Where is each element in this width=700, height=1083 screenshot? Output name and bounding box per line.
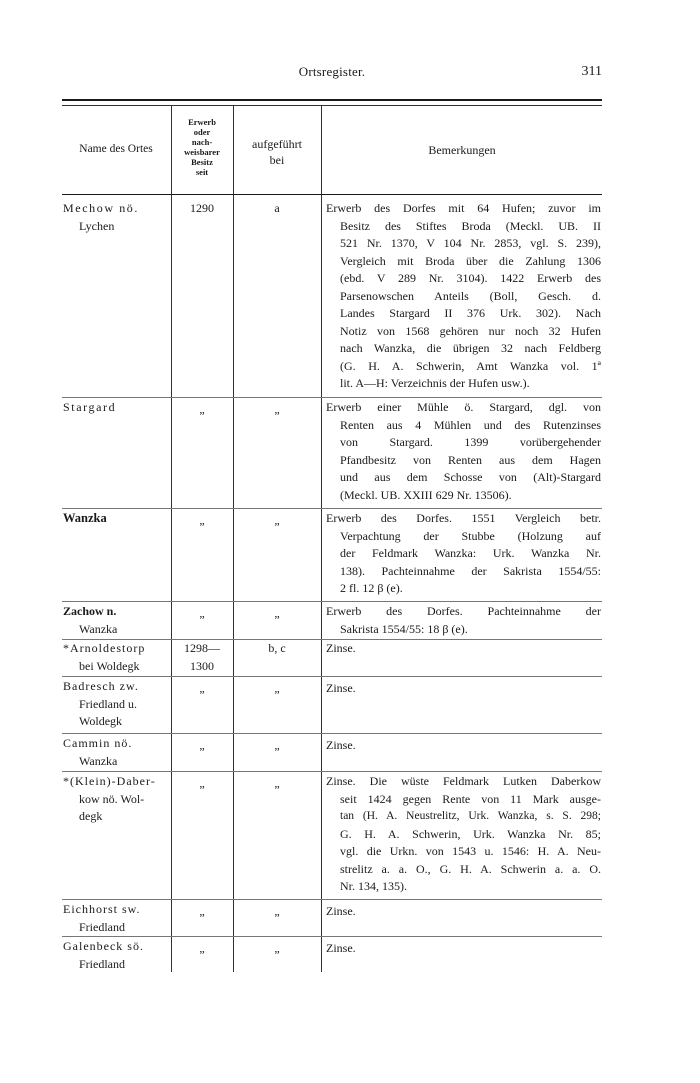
page-header — [62, 64, 602, 84]
column-header-erwerb-line: oder — [193, 127, 211, 137]
acquisition-year: „ — [199, 776, 205, 790]
place-name — [63, 200, 169, 235]
column-rule-1 — [171, 106, 172, 972]
remarks-line: Erwerb des Dorfes. Pachteinnahme der — [326, 604, 601, 618]
remarks-line: Renten aus 4 Mühlen und des Rutenzinses — [340, 417, 601, 432]
place-name — [63, 773, 169, 826]
acquisition-year: „ — [199, 941, 205, 955]
remarks — [326, 940, 601, 958]
place-name-line: kow nö. Wol- — [79, 791, 145, 806]
acquisition-year: „ — [199, 738, 205, 752]
place-name-line: Wanzka — [63, 511, 107, 525]
row-rule — [62, 397, 602, 398]
row-rule — [62, 936, 602, 937]
remarks-line: der Feldmark Wanzka: Urk. Wanzka Nr. — [340, 546, 601, 560]
place-name-line: Friedland u. — [79, 696, 137, 711]
place-name-line: Badresch zw. — [63, 679, 139, 693]
row-rule — [62, 676, 602, 677]
place-name-line: Mechow nö. — [63, 201, 139, 215]
remarks-line: Landes Stargard II 376 Urk. 302). Nach — [340, 306, 601, 320]
place-name-line: degk — [79, 809, 103, 823]
remarks-line: Sakrista 1554/55: 18 β (e). — [340, 621, 468, 636]
remarks-line: Zinse. — [326, 641, 356, 655]
row-rule — [62, 601, 602, 602]
remarks-line: Vergleich mit Broda über die Zahlung 1306 — [340, 253, 601, 268]
place-name — [63, 603, 169, 638]
column-header-name: Name des Ortes — [79, 143, 153, 155]
acquisition-year: „ — [199, 402, 205, 416]
place-name-line: Wanzka — [79, 621, 118, 636]
remarks-line: vgl. die Urkn. von 1543 u. 1546: H. A. Neu- — [340, 844, 601, 858]
remarks-line: lit. A—H: Verzeichnis der Hufen usw.). — [340, 376, 530, 390]
remarks — [326, 399, 601, 504]
acquisition-year-line: 1300 — [190, 658, 214, 673]
listed-at: „ — [274, 941, 280, 955]
place-name-line: Zachow n. — [63, 604, 117, 618]
row-rule — [62, 508, 602, 509]
place-name-line: Friedland — [79, 956, 125, 971]
remarks-line: Zinse. — [326, 904, 356, 918]
remarks-line: 138). Pachteinnahme der Sakrista 1554/55: — [340, 563, 601, 578]
column-header-aufgefuehrt — [234, 136, 320, 168]
remarks-line: G. H. A. Schwerin, Urk. Wanzka Nr. 85; — [340, 826, 601, 841]
column-header-erwerb-line: Besitz — [191, 157, 213, 167]
place-name-line: Stargard — [63, 400, 117, 414]
place-name — [63, 510, 169, 528]
top-rule-thick — [62, 99, 602, 101]
remarks — [326, 773, 601, 896]
column-header-erwerb-line: nach- — [191, 137, 213, 147]
remarks-line: Notiz von 1568 gehören nur noch 32 Hufen — [340, 323, 601, 338]
remarks-line: (ebd. V 289 Nr. 3104). 1422 Erwerb des — [340, 271, 601, 285]
column-header-aufgefuehrt-line: aufgeführt — [252, 137, 302, 151]
remarks — [326, 510, 601, 598]
acquisition-year: „ — [199, 513, 205, 527]
place-name — [63, 938, 169, 973]
remarks-line: (Meckl. UB. XXIII 629 Nr. 13506). — [340, 487, 512, 502]
remarks-line: nach Wanzka, die übrigen 32 nach Feldberg — [340, 341, 601, 355]
remarks-line: Zinse. — [326, 738, 356, 752]
acquisition-year: 1290 — [190, 201, 214, 215]
row-rule — [62, 899, 602, 900]
remarks-line: von Stargard. 1399 vorübergehender — [340, 435, 601, 449]
remarks-line: Erwerb des Dorfes. 1551 Vergleich betr. — [326, 511, 601, 525]
place-name-line: Woldegk — [79, 714, 123, 728]
remarks-line: tan (H. A. Neustrelitz, Urk. Wanzka, s. S. 298; — [340, 810, 601, 822]
place-name-line: Cammin nö. — [63, 736, 133, 750]
page-number: 311 — [581, 64, 602, 79]
column-rule-2 — [233, 106, 234, 972]
column-header-erwerb — [172, 117, 232, 177]
column-header-erwerb-line: seit — [195, 167, 209, 177]
remarks — [326, 200, 601, 393]
remarks-line: seit 1424 gegen Rente von 11 Mark ausge- — [340, 791, 601, 806]
remarks-line: Verpachtung der Stubbe (Holzung auf — [340, 528, 601, 543]
place-name — [63, 640, 169, 675]
acquisition-year: „ — [199, 606, 205, 620]
column-header-erwerb-line: Erwerb — [188, 117, 216, 127]
acquisition-year: „ — [199, 681, 205, 695]
listed-at: „ — [274, 513, 280, 527]
remarks-line: 521 Nr. 1370, V 104 Nr. 2853, vgl. S. 239), — [340, 236, 601, 250]
row-rule — [62, 771, 602, 772]
acquisition-year — [172, 640, 232, 675]
listed-at: „ — [274, 738, 280, 752]
place-name-line: Lychen — [79, 218, 115, 233]
acquisition-year-line: 1298— — [184, 641, 220, 655]
remarks-line: 2 fl. 12 β (e). — [340, 581, 403, 595]
remarks — [326, 603, 601, 638]
place-name-line: *Arnoldestorp — [63, 641, 146, 655]
place-name — [63, 735, 169, 770]
column-rule-3 — [321, 106, 322, 972]
remarks-line: Erwerb des Dorfes mit 64 Hufen; zuvor im — [326, 201, 601, 215]
remarks-line: Besitz des Stiftes Broda (Meckl. UB. II — [340, 218, 601, 233]
listed-at: „ — [274, 606, 280, 620]
remarks-line: Zinse. — [326, 941, 356, 955]
listed-at: „ — [274, 681, 280, 695]
remarks-line: Zinse. — [326, 681, 356, 695]
remarks-line: und aus dem Schosse von (Alt)-Stargard — [340, 470, 601, 484]
place-name-line: Eichhorst sw. — [63, 902, 141, 916]
remarks-line: Erwerb einer Mühle ö. Stargard, dgl. von — [326, 400, 601, 414]
remarks-line: (G. H. A. Schwerin, Amt Wanzka vol. 1ª — [340, 358, 601, 373]
place-name — [63, 678, 169, 731]
place-name-line: bei Woldegk — [79, 658, 140, 673]
listed-at: b, c — [268, 641, 286, 655]
remarks-line: Pfandbesitz von Renten aus dem Hagen — [340, 452, 601, 467]
remarks-line: Parsenowschen Anteils (Boll, Gesch. d. — [340, 288, 601, 303]
column-header-bemerkungen: Bemerkungen — [428, 143, 496, 157]
header-rule — [62, 194, 602, 195]
remarks — [326, 737, 601, 755]
remarks — [326, 903, 601, 921]
running-title: Ortsregister. — [298, 64, 366, 79]
place-name-line: Galenbeck sö. — [63, 939, 144, 953]
place-name — [63, 901, 169, 936]
listed-at: a — [274, 201, 280, 215]
listed-at: „ — [274, 402, 280, 416]
places-table — [62, 106, 602, 976]
row-rule — [62, 733, 602, 734]
place-name-line: Wanzka — [79, 753, 118, 768]
place-name-line: Friedland — [79, 919, 125, 934]
place-name — [63, 399, 169, 417]
listed-at: „ — [274, 904, 280, 918]
remarks — [326, 680, 601, 698]
remarks-line: Zinse. Die wüste Feldmark Lutken Daberkow — [326, 774, 601, 788]
column-header-erwerb-line: weisbarer — [184, 147, 220, 157]
remarks — [326, 640, 601, 658]
column-header-aufgefuehrt-line: bei — [269, 153, 285, 167]
place-name-line: *(Klein)-Daber- — [63, 774, 156, 788]
listed-at: „ — [274, 776, 280, 790]
acquisition-year: „ — [199, 904, 205, 918]
remarks-line: Nr. 134, 135). — [340, 879, 407, 893]
remarks-line: strelitz a. a. O., G. H. A. Schwerin a. a. O. — [340, 861, 601, 876]
